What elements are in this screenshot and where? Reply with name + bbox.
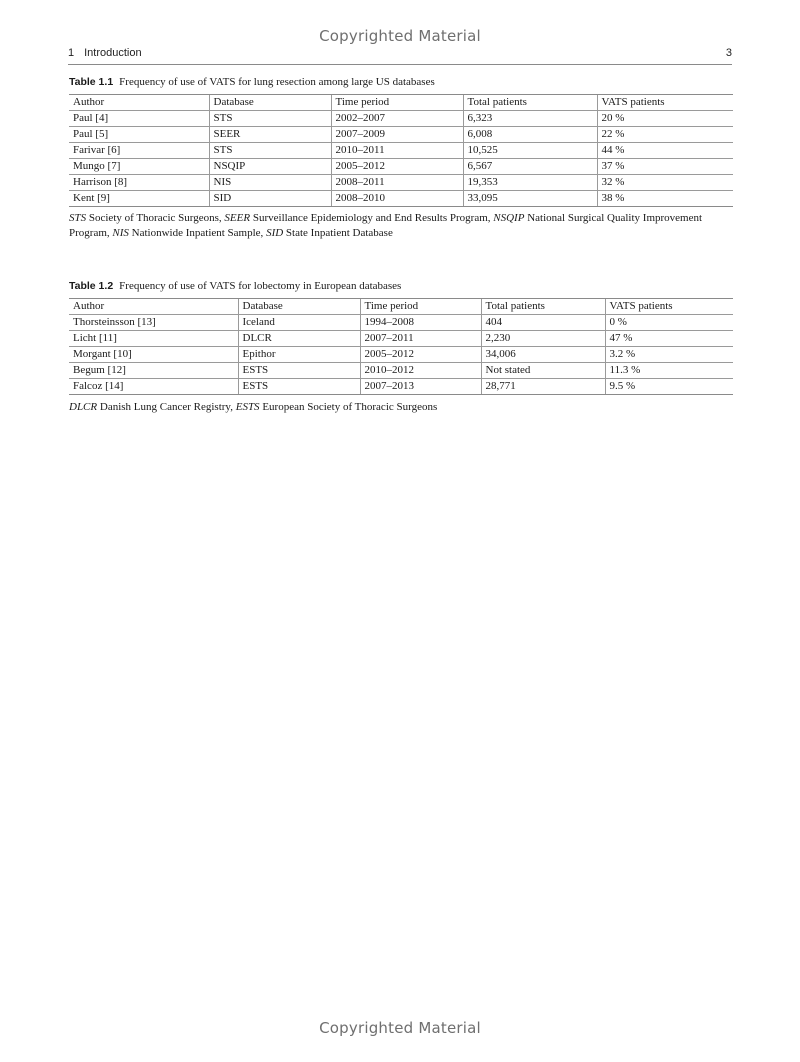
table-cell: Farivar [6] xyxy=(69,143,209,159)
table-cell: ESTS xyxy=(238,379,360,395)
table-row xyxy=(69,143,733,159)
abbreviation: ESTS xyxy=(235,401,260,413)
table1-header-row xyxy=(69,95,733,111)
table2-caption xyxy=(69,280,401,292)
table-cell: 10,525 xyxy=(463,143,597,159)
table-row xyxy=(69,379,733,395)
page-number: 3 xyxy=(725,47,732,59)
table1 xyxy=(69,94,733,207)
running-head xyxy=(68,46,732,65)
table-cell: 2010–2012 xyxy=(360,363,481,379)
abbreviation-definition: European Society of Thoracic Surgeons xyxy=(259,401,438,413)
abbreviation-definition: National Surgical Quality Improvement Program, xyxy=(69,212,703,239)
abbreviation: NSQIP xyxy=(493,212,525,224)
table-cell: 33,095 xyxy=(463,191,597,207)
table-cell: SID xyxy=(209,191,331,207)
table1-title: Frequency of use of VATS for lung resection among large US databases xyxy=(119,76,435,88)
table-row xyxy=(69,363,733,379)
table-cell: 6,008 xyxy=(463,127,597,143)
table-cell: Paul [5] xyxy=(69,127,209,143)
table1-label: Table 1.1 xyxy=(69,76,114,88)
table-cell: 2007–2013 xyxy=(360,379,481,395)
table-cell: Licht [11] xyxy=(69,331,238,347)
table-cell: 22 % xyxy=(597,127,733,143)
table-cell: 28,771 xyxy=(481,379,605,395)
table-row xyxy=(69,331,733,347)
column-header: Author xyxy=(69,299,238,315)
table-row xyxy=(69,191,733,207)
table-cell: Kent [9] xyxy=(69,191,209,207)
abbreviation-definition: Nationwide Inpatient Sample, xyxy=(128,227,267,239)
abbreviation-definition: Society of Thoracic Surgeons, xyxy=(86,212,225,224)
chapter-heading xyxy=(68,47,142,59)
chapter-number: 1 xyxy=(68,47,75,59)
table-cell: 9.5 % xyxy=(605,379,733,395)
table-cell: 2007–2011 xyxy=(360,331,481,347)
table1-footnote xyxy=(69,211,735,241)
table2-footnote xyxy=(69,400,735,415)
table-cell: 34,006 xyxy=(481,347,605,363)
abbreviation-definition: Surveillance Epidemiology and End Results Program, xyxy=(250,212,494,224)
abbreviation: SEER xyxy=(224,212,251,224)
table-cell: 47 % xyxy=(605,331,733,347)
table-cell: Harrison [8] xyxy=(69,175,209,191)
column-header: Database xyxy=(238,299,360,315)
table-cell: 2002–2007 xyxy=(331,111,463,127)
table-cell: Morgant [10] xyxy=(69,347,238,363)
table-cell: 2005–2012 xyxy=(360,347,481,363)
table-cell: 44 % xyxy=(597,143,733,159)
table-cell: Thorsteinsson [13] xyxy=(69,315,238,331)
abbreviation: DLCR xyxy=(69,401,98,413)
column-header: Time period xyxy=(360,299,481,315)
table-row xyxy=(69,159,733,175)
table-cell: 6,323 xyxy=(463,111,597,127)
table2 xyxy=(69,298,733,395)
table-cell: STS xyxy=(209,143,331,159)
table-row xyxy=(69,347,733,363)
table1-caption xyxy=(69,76,435,88)
abbreviation: STS xyxy=(69,212,87,224)
table-row xyxy=(69,127,733,143)
table-cell: 404 xyxy=(481,315,605,331)
table-cell: Falcoz [14] xyxy=(69,379,238,395)
table-cell: 3.2 % xyxy=(605,347,733,363)
table-cell: Epithor xyxy=(238,347,360,363)
table-cell: 2005–2012 xyxy=(331,159,463,175)
table-cell: 1994–2008 xyxy=(360,315,481,331)
abbreviation: SID xyxy=(266,227,284,239)
table-cell: Mungo [7] xyxy=(69,159,209,175)
watermark-bottom: Copyrighted Material xyxy=(319,1019,481,1037)
column-header: VATS patients xyxy=(605,299,733,315)
table1-header xyxy=(69,95,733,111)
table-row xyxy=(69,111,733,127)
table-cell: Paul [4] xyxy=(69,111,209,127)
column-header: Time period xyxy=(331,95,463,111)
chapter-title: Introduction xyxy=(84,47,142,59)
table-cell: 2007–2009 xyxy=(331,127,463,143)
table-cell: NIS xyxy=(209,175,331,191)
abbreviation-definition: Danish Lung Cancer Registry, xyxy=(97,401,236,413)
table-cell: 19,353 xyxy=(463,175,597,191)
table2-body xyxy=(69,315,733,395)
column-header: Author xyxy=(69,95,209,111)
table-row xyxy=(69,175,733,191)
table-cell: 6,567 xyxy=(463,159,597,175)
table-cell: Begum [12] xyxy=(69,363,238,379)
table-cell: ESTS xyxy=(238,363,360,379)
table-cell: STS xyxy=(209,111,331,127)
table1-body xyxy=(69,111,733,207)
table-row xyxy=(69,315,733,331)
table-cell: 2008–2011 xyxy=(331,175,463,191)
table2-label: Table 1.2 xyxy=(69,280,114,292)
table-cell: 11.3 % xyxy=(605,363,733,379)
abbreviation-definition: State Inpatient Database xyxy=(283,227,393,239)
table-cell: 2,230 xyxy=(481,331,605,347)
table-cell: SEER xyxy=(209,127,331,143)
column-header: Total patients xyxy=(463,95,597,111)
table-cell: Iceland xyxy=(238,315,360,331)
table-cell: 0 % xyxy=(605,315,733,331)
table-cell: Not stated xyxy=(481,363,605,379)
table-cell: DLCR xyxy=(238,331,360,347)
table2-header-row xyxy=(69,299,733,315)
abbreviation: NIS xyxy=(112,227,129,239)
table-cell: 2010–2011 xyxy=(331,143,463,159)
watermark-top: Copyrighted Material xyxy=(319,27,481,45)
table-cell: 20 % xyxy=(597,111,733,127)
table-cell: NSQIP xyxy=(209,159,331,175)
table-cell: 32 % xyxy=(597,175,733,191)
column-header: VATS patients xyxy=(597,95,733,111)
table2-header xyxy=(69,299,733,315)
table2-title: Frequency of use of VATS for lobectomy in European databases xyxy=(119,280,402,292)
table-cell: 38 % xyxy=(597,191,733,207)
table-cell: 37 % xyxy=(597,159,733,175)
column-header: Database xyxy=(209,95,331,111)
column-header: Total patients xyxy=(481,299,605,315)
table-cell: 2008–2010 xyxy=(331,191,463,207)
